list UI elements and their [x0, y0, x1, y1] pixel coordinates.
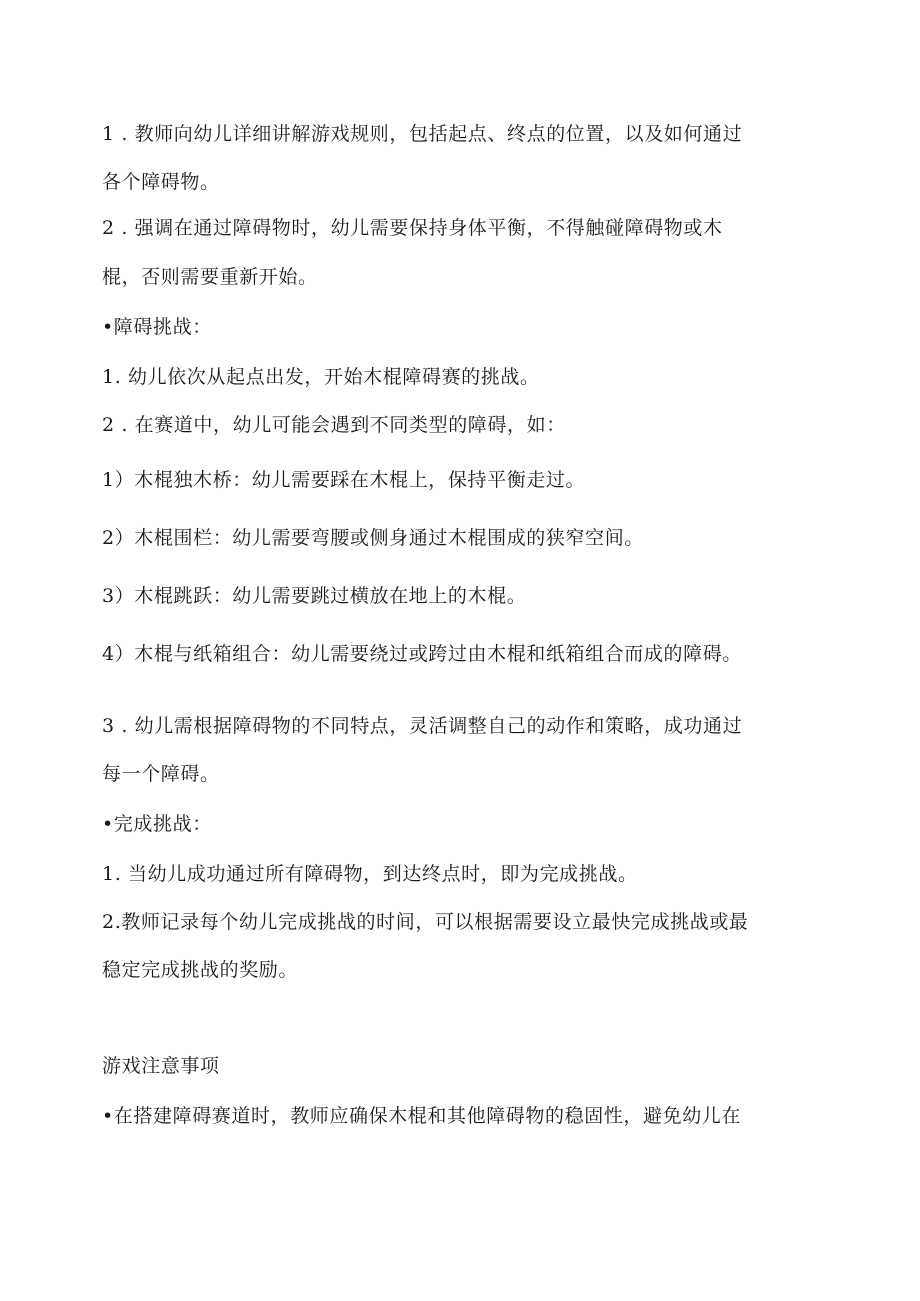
- paragraph-line: 1. 当幼儿成功通过所有障碍物，到达终点时，即为完成挑战。: [102, 863, 638, 885]
- paragraph-line: •在搭建障碍赛道时，教师应确保木棍和其他障碍物的稳固性，避免幼儿在: [102, 1105, 742, 1127]
- list-item: 3）木棍跳跃：幼儿需要跳过横放在地上的木棍。: [102, 585, 527, 607]
- paragraph-line: 3 . 幼儿需根据障碍物的不同特点，灵活调整自己的动作和策略，成功通过: [102, 715, 743, 737]
- paragraph-line: 1. 幼儿依次从起点出发，开始木棍障碍赛的挑战。: [102, 366, 540, 388]
- paragraph-line: 每一个障碍。: [102, 763, 220, 785]
- paragraph-line: 2 . 在赛道中，幼儿可能会遇到不同类型的障碍，如：: [102, 414, 566, 436]
- list-item: 4）木棍与纸箱组合：幼儿需要绕过或跨过由木棍和纸箱组合而成的障碍。: [102, 643, 742, 665]
- list-item: 2）木棍围栏：幼儿需要弯腰或侧身通过木棍围成的狭窄空间。: [102, 527, 644, 549]
- list-item: 1）木棍独木桥：幼儿需要踩在木棍上，保持平衡走过。: [102, 469, 586, 491]
- paragraph-line: 稳定完成挑战的奖励。: [102, 959, 299, 981]
- paragraph-line: 1 . 教师向幼儿详细讲解游戏规则，包括起点、终点的位置，以及如何通过: [102, 123, 743, 145]
- section-title: 游戏注意事项: [102, 1055, 220, 1077]
- paragraph-line: 2 . 强调在通过障碍物时，幼儿需要保持身体平衡，不得触碰障碍物或木: [102, 217, 723, 239]
- section-heading: •完成挑战：: [102, 813, 212, 835]
- paragraph-line: 各个障碍物。: [102, 171, 220, 193]
- section-heading: •障碍挑战：: [102, 316, 212, 338]
- paragraph-line: 2.教师记录每个幼儿完成挑战的时间，可以根据需要设立最快完成挑战或最: [102, 911, 749, 933]
- paragraph-line: 棍，否则需要重新开始。: [102, 266, 318, 288]
